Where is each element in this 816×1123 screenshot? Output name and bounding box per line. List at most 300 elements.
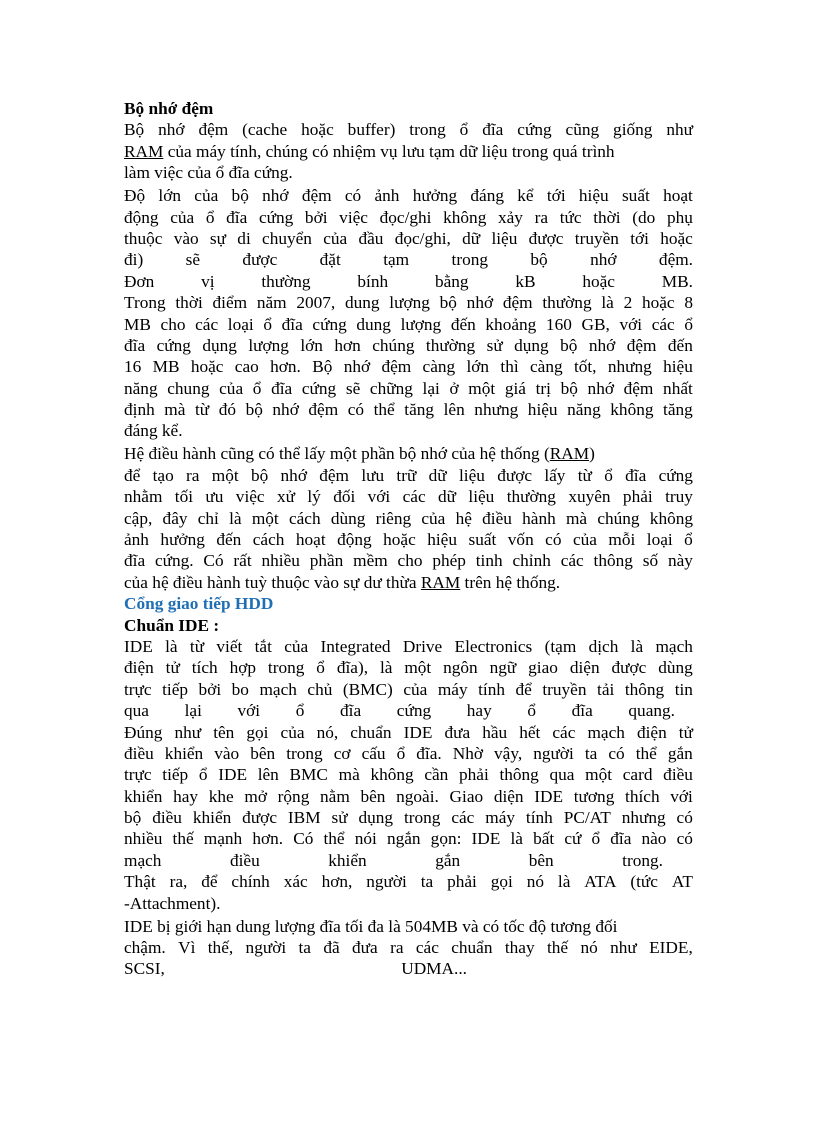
word: Có	[293, 829, 314, 849]
word: hoặc	[383, 530, 416, 549]
word: các	[415, 938, 439, 958]
word: bên	[528, 850, 554, 870]
word: suất	[621, 186, 650, 206]
word: lớn	[466, 357, 490, 377]
word: một	[211, 465, 239, 485]
word: cho	[397, 551, 423, 571]
word: ổ	[459, 120, 469, 140]
word: tải	[597, 679, 615, 699]
word: người	[533, 743, 574, 763]
word: có	[344, 186, 362, 206]
word: vào	[214, 743, 240, 763]
word: bộ	[439, 293, 457, 313]
word: bất	[533, 829, 555, 849]
word: tăng	[663, 400, 693, 420]
word: để	[515, 679, 532, 699]
word: ảnh	[124, 530, 149, 549]
word: ra	[390, 938, 404, 958]
word: đưa	[444, 722, 471, 742]
word: hoặc	[301, 120, 334, 140]
heading-hdd-ports: Cổng giao tiếp HDD	[124, 594, 274, 614]
word: dung	[344, 293, 380, 313]
word: SCSI,	[124, 959, 165, 979]
word: một	[585, 765, 613, 785]
word: chỉnh	[512, 551, 551, 571]
justified-line	[124, 937, 693, 958]
word: Bộ	[312, 357, 333, 377]
word: khiển	[164, 743, 204, 763]
word: ta	[420, 872, 434, 892]
justified-line	[124, 271, 693, 292]
justified-line	[124, 700, 693, 721]
word: kB	[515, 271, 536, 291]
word: thay	[504, 938, 535, 958]
word: cứng	[658, 465, 693, 485]
word: tinh	[475, 551, 503, 571]
word: mềm	[353, 551, 388, 571]
word: lại	[422, 378, 440, 398]
justified-line	[124, 828, 693, 849]
justified-line	[124, 207, 693, 228]
word: bằng	[434, 271, 469, 291]
word: nhớ	[587, 378, 614, 398]
word: đĩa	[610, 829, 632, 849]
word: hiệu	[527, 400, 558, 420]
word: rất	[233, 551, 252, 571]
justified-line	[124, 228, 693, 249]
ram-link[interactable]: RAM	[420, 572, 461, 592]
word: ngữ	[489, 658, 517, 678]
word: diện	[569, 658, 600, 678]
word: với	[367, 487, 391, 507]
word: nhiều	[261, 551, 300, 571]
word: trực	[124, 679, 152, 699]
word: của	[421, 508, 446, 528]
word: lý	[307, 487, 321, 507]
word: thế	[172, 829, 194, 849]
word: di	[237, 228, 251, 248]
word: của	[280, 722, 305, 742]
word: càng	[422, 357, 456, 377]
word: nó	[580, 938, 598, 958]
justified-line	[124, 786, 693, 807]
word: đĩa	[124, 551, 146, 571]
word: lên	[257, 765, 279, 785]
word: đáng	[470, 186, 504, 206]
word: ổ	[604, 465, 613, 485]
word: IBM	[287, 808, 321, 828]
word: đệm	[319, 465, 350, 485]
ram-link[interactable]: RAM	[549, 444, 590, 464]
word: thường	[542, 293, 592, 313]
word: xác	[283, 872, 308, 892]
word: Giao	[449, 786, 484, 806]
paragraph-ide-limit	[124, 916, 693, 980]
word: được	[611, 658, 647, 678]
word: với	[619, 314, 643, 334]
word: dụng	[358, 808, 394, 828]
word: thông	[624, 679, 665, 699]
word: động	[337, 530, 372, 549]
word: không	[610, 400, 654, 420]
word: của	[572, 530, 597, 549]
word: tương	[573, 786, 615, 806]
word: tính	[525, 808, 553, 828]
word: ổ	[198, 765, 208, 785]
word: 16	[124, 357, 142, 377]
word: Electronics	[454, 636, 533, 656]
word: trong.	[622, 850, 663, 870]
word: ra,	[169, 872, 188, 892]
word: cao	[234, 357, 259, 377]
word: bởi	[304, 207, 328, 227]
word: các	[195, 314, 219, 334]
word: hoặc	[641, 293, 675, 313]
word: chững	[369, 378, 413, 398]
justified-line	[124, 465, 693, 486]
word: quang.	[628, 701, 675, 721]
word: đó	[218, 400, 236, 420]
word: gắn	[435, 850, 461, 870]
word: đến	[667, 335, 693, 355]
ram-link[interactable]: RAM	[124, 141, 164, 161]
word: qua	[549, 765, 575, 785]
word: đọc/ghi,	[394, 228, 451, 248]
word: có	[676, 829, 693, 849]
text-line: đáng kể.	[124, 421, 183, 441]
word: bởi	[198, 679, 222, 699]
word: bộ	[231, 186, 249, 206]
word: (do	[632, 207, 656, 227]
word: hệ	[455, 508, 472, 528]
word: đĩa	[625, 465, 647, 485]
word: cứng	[517, 120, 552, 140]
word: dữ	[438, 487, 457, 507]
word: đệm	[301, 186, 332, 206]
word: không	[370, 765, 414, 785]
word: là	[510, 829, 523, 849]
word: dụng	[514, 335, 549, 355]
word: ảnh	[374, 186, 400, 206]
subheading-ide: Chuẩn IDE :	[124, 615, 220, 635]
word: UDMA...	[401, 959, 467, 979]
word: cứng	[301, 378, 337, 398]
word: bính	[357, 271, 389, 291]
word: Drive	[402, 636, 443, 656]
word: nó,	[316, 722, 339, 742]
justified-line	[124, 378, 693, 399]
word: hiệu	[578, 186, 609, 206]
word: phụ	[666, 207, 693, 227]
word: card	[622, 765, 653, 785]
word: với	[237, 701, 261, 721]
word: ổ	[295, 701, 305, 721]
word: chung	[167, 378, 210, 398]
word: hơn.	[252, 829, 284, 849]
text-span: trên hệ thống.	[460, 572, 561, 592]
word: nằm	[320, 786, 350, 806]
word: AT	[671, 872, 693, 892]
justified-line	[124, 335, 693, 356]
word: dùng	[658, 658, 693, 678]
word: có	[608, 743, 625, 763]
word: nhưng	[474, 400, 519, 420]
word: cứ	[564, 829, 582, 849]
justified-line	[124, 657, 693, 678]
word: thông	[593, 551, 633, 571]
word: hết	[519, 722, 541, 742]
word: dung	[356, 314, 391, 334]
word: IDE	[403, 722, 433, 742]
word: lại	[184, 701, 202, 721]
word: Nhờ	[452, 743, 483, 763]
justified-line	[124, 119, 693, 140]
word: điều	[663, 765, 693, 785]
justified-line	[124, 486, 693, 507]
justified-line	[124, 764, 693, 785]
word: năng	[124, 378, 158, 398]
word: tiếp	[162, 765, 189, 785]
justified-line	[124, 185, 693, 206]
word: 2	[623, 293, 633, 313]
word: phải	[459, 765, 489, 785]
word: cần	[424, 765, 449, 785]
word: hoặc	[660, 228, 693, 248]
word: sử	[331, 808, 348, 828]
word: (tạm	[544, 636, 577, 656]
word: nhằm	[124, 487, 163, 507]
word: bộ	[245, 400, 263, 420]
word: nhớ	[590, 250, 617, 270]
word: thì	[500, 357, 519, 377]
word: nhớ	[280, 465, 307, 485]
word: điều	[152, 808, 182, 828]
word: (cache	[242, 120, 288, 140]
word: qua	[124, 701, 149, 721]
word: sẽ	[345, 378, 361, 398]
word: đĩa	[226, 207, 248, 227]
word: trị	[535, 378, 551, 398]
word: tạo	[152, 465, 174, 485]
word: đệm	[626, 335, 657, 355]
word: ổ	[205, 207, 215, 227]
word: thể	[373, 400, 395, 420]
text-span: Hệ điều hành cũng có thể lấy một phần bộ nhớ của hệ thống (	[124, 444, 550, 464]
word: vậy,	[494, 743, 523, 763]
word: người	[245, 938, 287, 958]
word: nhiều	[124, 829, 163, 849]
word: tạm	[383, 250, 410, 270]
justified-line	[124, 550, 693, 571]
word: là	[630, 636, 644, 656]
word: mạnh	[203, 829, 243, 849]
word: vào	[173, 228, 199, 248]
word: việc	[235, 487, 265, 507]
word: như	[666, 120, 693, 140]
word: phải	[447, 872, 477, 892]
text-line: IDE bị giới hạn dung lượng đĩa tối đa là 504MB và có tốc độ tương đối	[124, 916, 618, 936]
word: ra	[534, 207, 549, 227]
word: (BMC)	[342, 679, 393, 699]
word: trong	[267, 658, 305, 678]
word: ổ	[252, 378, 262, 398]
word: thế	[546, 938, 569, 958]
word: MB	[124, 314, 151, 334]
word: được	[242, 808, 277, 828]
justified-line	[124, 399, 693, 420]
word: càng	[529, 357, 563, 377]
word: buffer)	[347, 120, 396, 140]
word: đến	[450, 314, 476, 334]
word: tích	[191, 658, 218, 678]
word: 8	[684, 293, 693, 313]
word: nhớ	[272, 400, 299, 420]
word: là	[379, 658, 393, 678]
word: thường	[425, 335, 476, 355]
word: liệu	[458, 465, 485, 485]
word: BMC	[289, 765, 328, 785]
word: khiển	[124, 786, 163, 806]
paragraph-cache-intro	[124, 119, 693, 183]
word: vốn	[507, 530, 534, 549]
word: tăng	[404, 400, 435, 420]
text-line	[124, 141, 693, 162]
word: bên	[360, 786, 386, 806]
word: ATA	[584, 872, 617, 892]
word: bộ	[530, 250, 548, 270]
word: đọc/ghi	[379, 207, 432, 227]
word: ổ	[396, 743, 406, 763]
word: hơn,	[321, 872, 353, 892]
text-line: -Attachment).	[124, 893, 221, 913]
justified-line	[124, 679, 693, 700]
justified-line	[124, 356, 693, 377]
word: vị	[201, 271, 215, 291]
paragraph-os-cache	[124, 443, 693, 593]
word: chúng	[597, 508, 640, 528]
word: cứng	[156, 335, 191, 355]
word: tức	[559, 207, 582, 227]
word: IDE	[124, 636, 153, 656]
word: IDE	[471, 829, 501, 849]
word: hoạt	[663, 186, 693, 206]
document-body	[124, 98, 693, 980]
word: chuẩn	[350, 722, 392, 742]
word: chúng	[372, 335, 415, 355]
word: Bộ	[124, 120, 145, 140]
word: gọi	[490, 872, 513, 892]
word: các	[651, 314, 675, 334]
word: đệm.	[658, 250, 693, 270]
word: phần	[309, 551, 344, 571]
word: lấy	[544, 465, 566, 485]
word: dùng	[330, 508, 366, 528]
word: lưu	[361, 465, 385, 485]
word: trực	[124, 765, 152, 785]
word: 2007,	[296, 293, 336, 313]
word: (tức	[630, 872, 658, 892]
word: 160	[545, 314, 572, 334]
text-span: của hệ điều hành tuỳ thuộc vào sự dư thừa	[124, 572, 421, 592]
word: đây	[162, 508, 188, 528]
word: đĩa	[340, 701, 362, 721]
word: của	[284, 636, 309, 656]
word: của	[170, 207, 195, 227]
word: rộng	[277, 786, 310, 806]
justified-line	[124, 743, 693, 764]
word: cơ	[333, 743, 351, 763]
word: lên	[443, 400, 465, 420]
word: các	[560, 551, 584, 571]
word: truy	[665, 487, 693, 507]
word: thông	[499, 765, 539, 785]
text-span: )	[589, 444, 595, 464]
word: mà	[565, 508, 588, 528]
word: phải	[622, 487, 653, 507]
word: ngôn	[443, 658, 478, 678]
word: IDE	[218, 765, 248, 785]
heading-cache: Bộ nhớ đệm	[124, 99, 214, 118]
word: khiển	[192, 808, 232, 828]
word: phép	[432, 551, 466, 571]
word: điều	[229, 850, 260, 870]
word: năm	[256, 293, 287, 313]
word: chỉ	[197, 508, 219, 528]
word: hơn	[334, 335, 361, 355]
word: từ	[194, 400, 210, 420]
word: MB	[152, 357, 180, 377]
word: IDE	[534, 786, 564, 806]
word: thích	[625, 786, 660, 806]
word: hoặc	[190, 357, 224, 377]
word: đĩa	[571, 701, 593, 721]
word: đĩa),	[336, 658, 369, 678]
word: để	[124, 465, 141, 485]
word: đến	[216, 530, 242, 549]
word: giống	[613, 120, 653, 140]
word: trong	[286, 743, 323, 763]
word: gọn:	[430, 829, 462, 849]
word: các	[402, 487, 426, 507]
justified-line	[124, 636, 693, 657]
word: cấu	[361, 743, 386, 763]
word: ở	[449, 378, 459, 398]
word: mạch	[124, 850, 162, 870]
word: trữ	[396, 465, 417, 485]
word: suất	[468, 530, 497, 549]
word: đi)	[124, 250, 144, 270]
word: đệm	[198, 120, 229, 140]
word: đưa	[352, 938, 378, 958]
word: của	[323, 228, 348, 248]
word: nhưng	[621, 808, 666, 828]
word: từ	[189, 636, 205, 656]
word: kể	[517, 186, 534, 206]
word: tới	[630, 228, 649, 248]
word: bên	[250, 743, 276, 763]
word: tin	[674, 679, 693, 699]
word: hiệu	[427, 530, 457, 549]
word: các	[451, 808, 475, 828]
word: giá	[504, 378, 526, 398]
word: Thật	[124, 872, 156, 892]
word: cập,	[124, 508, 153, 528]
word: EIDE,	[649, 938, 693, 958]
word: là	[165, 636, 178, 656]
justified-line	[124, 807, 693, 828]
word: trong	[451, 250, 488, 270]
word: cho	[160, 314, 186, 334]
